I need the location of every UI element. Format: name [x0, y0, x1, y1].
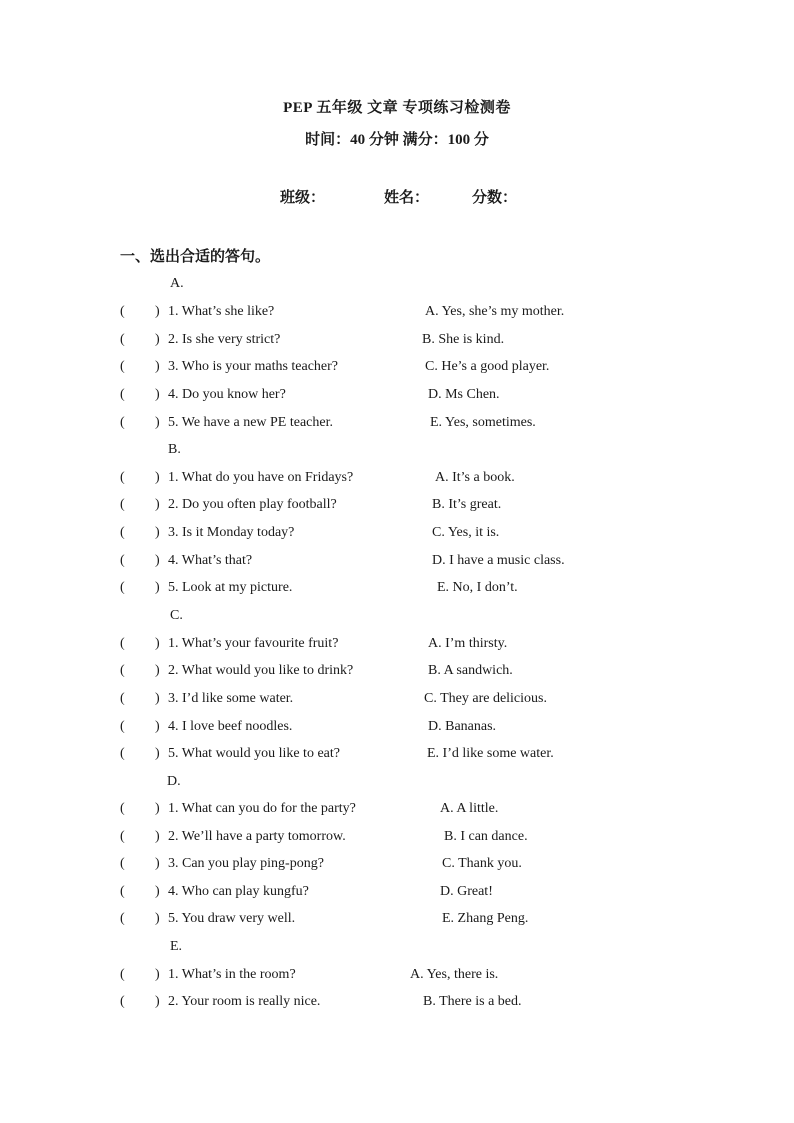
group-label-c: C. [170, 608, 183, 623]
answer-option: E. Yes, sometimes. [430, 415, 536, 430]
question-row [0, 359, 794, 379]
question-text: 1. What do you have on Fridays? [168, 470, 354, 485]
answer-blank-close: ) [155, 856, 160, 871]
answer-blank-close: ) [155, 415, 160, 430]
answer-option: C. He’s a good player. [425, 359, 550, 374]
class-label: 班级： [280, 190, 326, 206]
answer-blank-open: ( [120, 525, 125, 540]
answer-option: A. It’s a book. [435, 470, 515, 485]
answer-blank-open: ( [120, 636, 125, 651]
answer-blank-open: ( [120, 994, 125, 1009]
answer-blank-open: ( [120, 884, 125, 899]
answer-blank-open: ( [120, 553, 125, 568]
question-text: 4. Who can play kungfu? [168, 884, 309, 899]
answer-blank-open: ( [120, 911, 125, 926]
question-text: 5. You draw very well. [168, 911, 296, 926]
answer-option: E. No, I don’t. [437, 580, 518, 595]
question-row [0, 746, 794, 766]
answer-blank-close: ) [155, 470, 160, 485]
question-text: 1. What’s she like? [168, 304, 275, 319]
question-row [0, 911, 794, 931]
question-text: 1. What’s your favourite fruit? [168, 636, 339, 651]
time-score-line: 时间：40 分钟 满分：100 分 [305, 132, 489, 148]
question-text: 3. Who is your maths teacher? [168, 359, 339, 374]
group-label-a: A. [170, 276, 184, 291]
question-text: 2. We’ll have a party tomorrow. [168, 829, 346, 844]
answer-option: A. I’m thirsty. [428, 636, 508, 651]
question-text: 3. Is it Monday today? [168, 525, 295, 540]
answer-blank-close: ) [155, 663, 160, 678]
question-row [0, 719, 794, 739]
answer-option: A. Yes, there is. [410, 967, 499, 982]
answer-option: A. Yes, she’s my mother. [425, 304, 565, 319]
question-row [0, 332, 794, 352]
question-text: 2. What would you like to drink? [168, 663, 354, 678]
group-label-e: E. [170, 939, 183, 954]
answer-blank-close: ) [155, 967, 160, 982]
question-text: 1. What can you do for the party? [168, 801, 356, 816]
question-text: 4. What’s that? [168, 553, 253, 568]
answer-blank-close: ) [155, 691, 160, 706]
answer-blank-open: ( [120, 304, 125, 319]
section-heading: 一、选出合适的答句。 [120, 249, 271, 265]
question-text: 2. Your room is really nice. [168, 994, 321, 1009]
answer-blank-open: ( [120, 829, 125, 844]
question-text: 5. We have a new PE teacher. [168, 415, 333, 430]
question-text: 4. I love beef noodles. [168, 719, 293, 734]
answer-blank-close: ) [155, 580, 160, 595]
answer-blank-close: ) [155, 911, 160, 926]
answer-option: B. She is kind. [422, 332, 505, 347]
answer-option: D. Great! [440, 884, 493, 899]
answer-option: D. I have a music class. [432, 553, 565, 568]
answer-blank-open: ( [120, 470, 125, 485]
answer-blank-open: ( [120, 967, 125, 982]
question-row [0, 387, 794, 407]
question-row [0, 663, 794, 683]
answer-option: B. There is a bed. [423, 994, 522, 1009]
answer-option: D. Bananas. [428, 719, 497, 734]
answer-option: E. Zhang Peng. [442, 911, 529, 926]
question-row [0, 636, 794, 656]
answer-blank-close: ) [155, 387, 160, 402]
question-row [0, 415, 794, 435]
answer-option: B. It’s great. [432, 497, 502, 512]
question-text: 3. Can you play ping-pong? [168, 856, 324, 871]
answer-blank-close: ) [155, 636, 160, 651]
answer-blank-close: ) [155, 884, 160, 899]
name-label: 姓名： [384, 190, 430, 206]
answer-blank-close: ) [155, 829, 160, 844]
question-text: 2. Do you often play football? [168, 497, 337, 512]
answer-blank-open: ( [120, 856, 125, 871]
question-text: 3. I’d like some water. [168, 691, 294, 706]
answer-blank-close: ) [155, 497, 160, 512]
answer-option: B. A sandwich. [428, 663, 513, 678]
answer-option: E. I’d like some water. [427, 746, 554, 761]
answer-blank-open: ( [120, 332, 125, 347]
answer-option: A. A little. [440, 801, 499, 816]
answer-blank-open: ( [120, 746, 125, 761]
answer-blank-open: ( [120, 801, 125, 816]
answer-blank-close: ) [155, 304, 160, 319]
question-row [0, 691, 794, 711]
answer-option: B. I can dance. [444, 829, 528, 844]
answer-blank-close: ) [155, 525, 160, 540]
answer-blank-open: ( [120, 580, 125, 595]
question-row [0, 580, 794, 600]
page-title: PEP 五年级 文章 专项练习检测卷 [283, 100, 511, 116]
question-text: 5. Look at my picture. [168, 580, 293, 595]
answer-option: C. Thank you. [442, 856, 522, 871]
answer-option: C. They are delicious. [424, 691, 547, 706]
question-text: 4. Do you know her? [168, 387, 286, 402]
answer-blank-open: ( [120, 359, 125, 374]
question-row [0, 553, 794, 573]
question-row [0, 967, 794, 987]
score-label: 分数： [472, 190, 518, 206]
answer-blank-open: ( [120, 663, 125, 678]
answer-blank-close: ) [155, 746, 160, 761]
answer-blank-close: ) [155, 359, 160, 374]
question-row [0, 497, 794, 517]
question-row [0, 801, 794, 821]
answer-blank-close: ) [155, 332, 160, 347]
question-row [0, 304, 794, 324]
answer-blank-open: ( [120, 691, 125, 706]
question-text: 1. What’s in the room? [168, 967, 296, 982]
question-text: 5. What would you like to eat? [168, 746, 340, 761]
answer-option: C. Yes, it is. [432, 525, 500, 540]
question-row [0, 470, 794, 490]
answer-blank-close: ) [155, 801, 160, 816]
question-row [0, 856, 794, 876]
group-label-b: B. [168, 442, 181, 457]
question-row [0, 525, 794, 545]
answer-option: D. Ms Chen. [428, 387, 500, 402]
answer-blank-open: ( [120, 415, 125, 430]
answer-blank-close: ) [155, 719, 160, 734]
answer-blank-open: ( [120, 387, 125, 402]
answer-blank-close: ) [155, 994, 160, 1009]
group-label-d: D. [167, 774, 181, 789]
question-row [0, 994, 794, 1014]
answer-blank-open: ( [120, 497, 125, 512]
answer-blank-close: ) [155, 553, 160, 568]
question-row [0, 884, 794, 904]
question-text: 2. Is she very strict? [168, 332, 281, 347]
question-row [0, 829, 794, 849]
answer-blank-open: ( [120, 719, 125, 734]
